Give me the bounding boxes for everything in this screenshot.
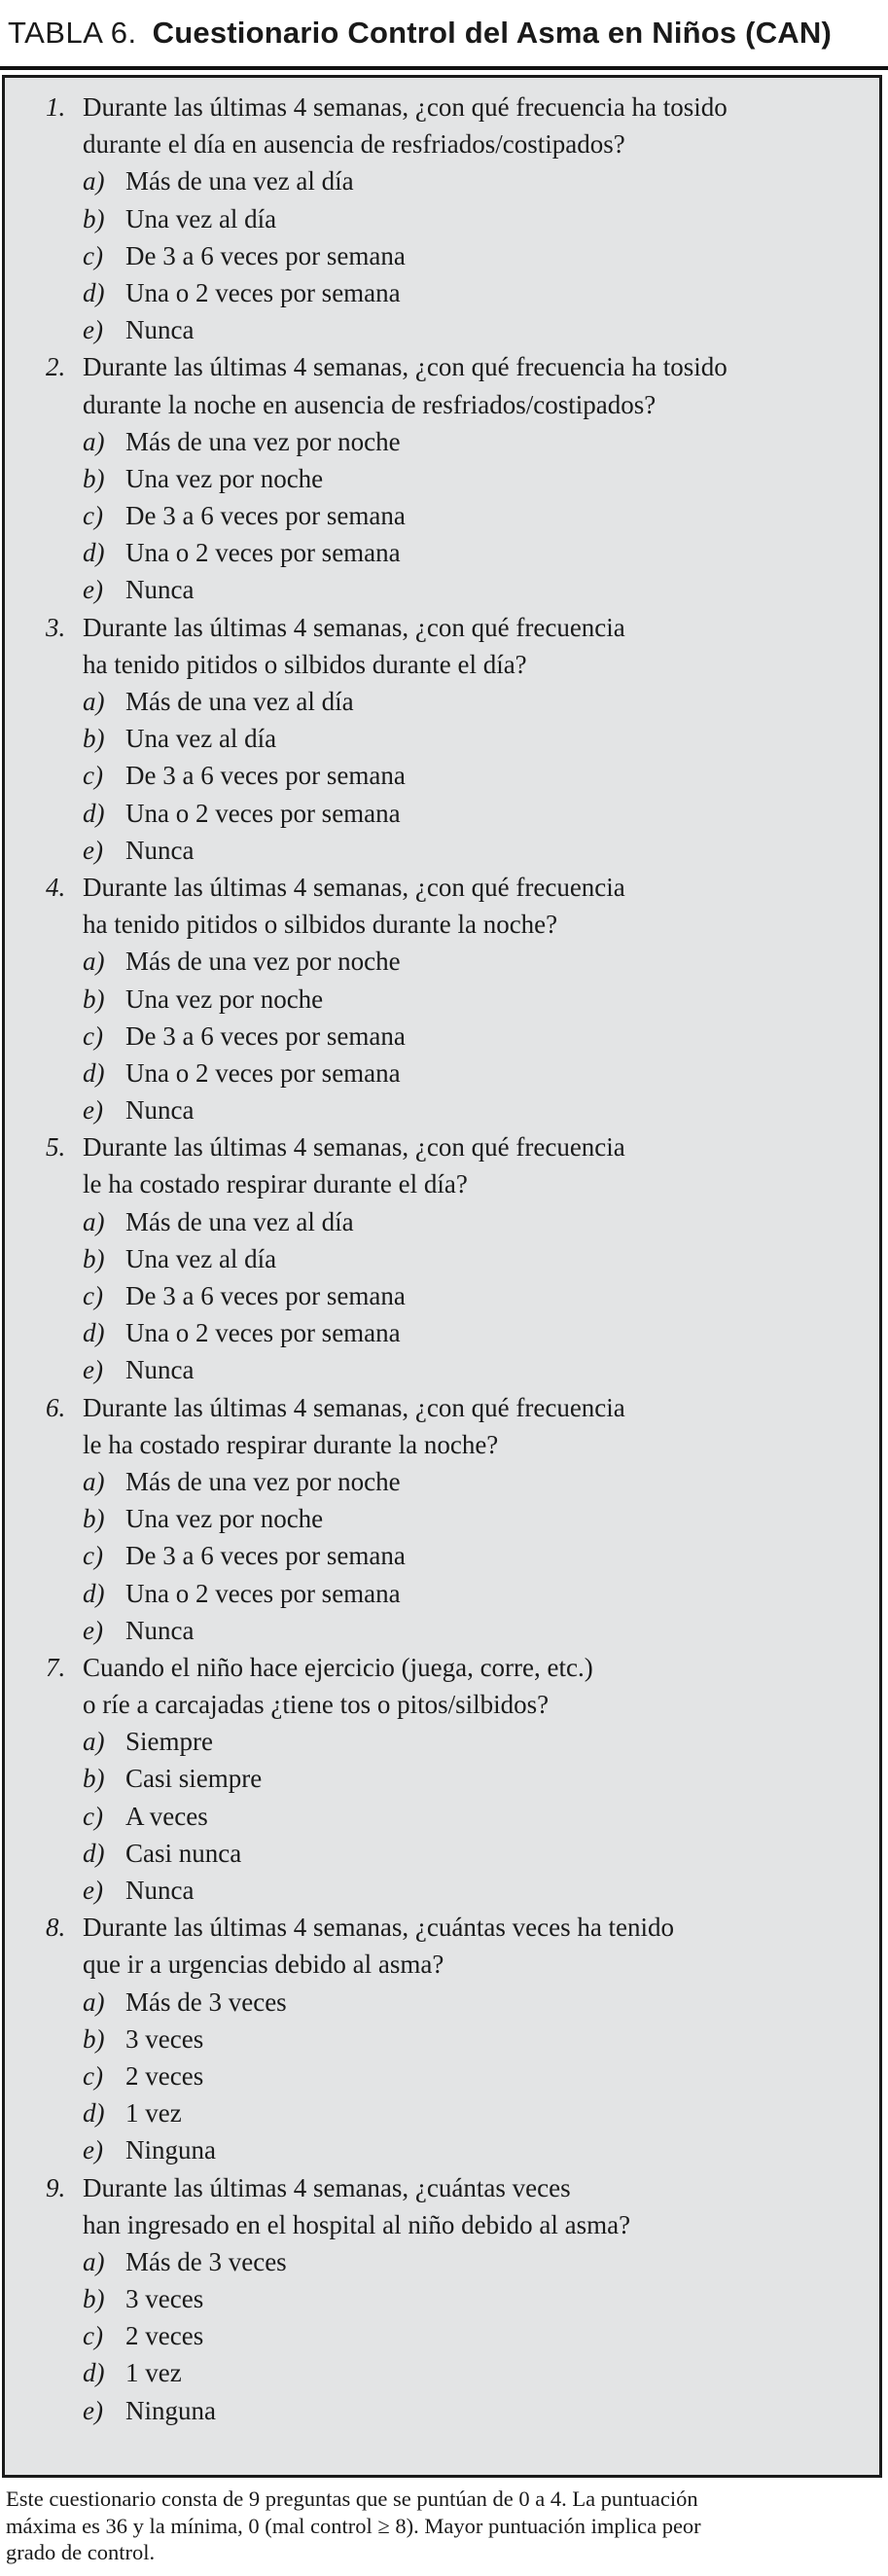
option-text: Nunca — [125, 575, 195, 605]
question-text: Durante las últimas 4 semanas, ¿con qué frecuencia — [83, 872, 625, 902]
option-text: Nunca — [125, 1876, 195, 1905]
option-letter: c) — [83, 1281, 103, 1310]
answer-option — [5, 2392, 879, 2429]
answer-option — [5, 2354, 879, 2391]
question-number: 3. — [46, 612, 66, 642]
option-text: Más de una vez por noche — [125, 1466, 401, 1496]
question-text: Durante las últimas 4 semanas, ¿con qué frecuencia — [83, 1132, 625, 1163]
option-text: Casi siempre — [125, 1764, 263, 1794]
option-letter: b) — [83, 203, 105, 233]
option-text: Una o 2 veces por semana — [125, 538, 401, 568]
option-text: 1 vez — [125, 2098, 182, 2129]
question-text-line: le ha costado respirar durante la noche? — [83, 1429, 499, 1459]
answer-option — [5, 237, 879, 274]
option-letter: d) — [83, 538, 105, 568]
question-text-line: le ha costado respirar durante el día? — [83, 1169, 468, 1199]
option-text: A veces — [125, 1801, 208, 1831]
option-text: Nunca — [125, 1355, 195, 1385]
option-text: Nunca — [125, 315, 195, 345]
answer-option — [5, 162, 879, 199]
option-letter: e) — [83, 835, 103, 865]
answer-option — [5, 832, 879, 869]
option-letter: b) — [83, 463, 105, 493]
footnote-line: Este cuestionario consta de 9 preguntas que se puntúan de 0 a 4. La puntuación — [6, 2487, 698, 2511]
option-text: Una vez al día — [125, 1243, 277, 1273]
question-text-line — [5, 1649, 879, 1686]
answer-option — [5, 1798, 879, 1835]
option-letter: b) — [83, 1243, 105, 1273]
option-letter: c) — [83, 240, 103, 270]
option-text: Más de una vez por noche — [125, 426, 401, 456]
question-text-line — [5, 1909, 879, 1946]
option-text: Más de una vez al día — [125, 1206, 354, 1236]
option-letter: b) — [83, 724, 105, 754]
option-text: Nunca — [125, 1615, 195, 1645]
option-letter: d) — [83, 2098, 105, 2129]
table-label: TABLA 6. — [8, 16, 137, 50]
answer-option — [5, 981, 879, 1018]
questionnaire-panel — [2, 75, 882, 2478]
question-text: Cuando el niño hace ejercicio (juega, corre, etc.) — [83, 1652, 593, 1682]
answer-option — [5, 1835, 879, 1872]
answer-option — [5, 497, 879, 534]
answer-option — [5, 2094, 879, 2131]
option-text: De 3 a 6 veces por semana — [125, 761, 406, 791]
option-letter: e) — [83, 575, 103, 605]
answer-option — [5, 720, 879, 757]
option-letter: c) — [83, 1020, 103, 1051]
question-text-line: durante la noche en ausencia de resfriados/costipados? — [83, 389, 657, 419]
answer-option — [5, 311, 879, 348]
question-text-line — [5, 1389, 879, 1426]
answer-option — [5, 571, 879, 608]
table-footnote — [6, 2486, 881, 2566]
option-text: Una vez al día — [125, 724, 277, 754]
question-text-line — [5, 348, 879, 385]
option-letter: e) — [83, 1615, 103, 1645]
option-text: Una o 2 veces por semana — [125, 1318, 401, 1348]
option-text: Más de una vez al día — [125, 166, 354, 197]
answer-option — [5, 2021, 879, 2057]
question-9 — [5, 2169, 879, 2429]
answer-option — [5, 274, 879, 311]
option-text: Casi nunca — [125, 1838, 242, 1868]
answer-option — [5, 1500, 879, 1537]
question-number: 2. — [46, 352, 66, 382]
option-letter: e) — [83, 1095, 103, 1126]
question-text-line: ha tenido pitidos o silbidos durante el día? — [83, 649, 527, 679]
question-number: 4. — [46, 872, 66, 902]
question-number: 7. — [46, 1652, 66, 1682]
option-letter: a) — [83, 426, 105, 456]
footnote-line: máxima es 36 y la mínima, 0 (mal control ≥ 8). Mayor puntuación implica peor — [6, 2513, 701, 2538]
answer-option — [5, 2280, 879, 2317]
option-text: Más de una vez por noche — [125, 947, 401, 977]
option-letter: d) — [83, 1838, 105, 1868]
option-text: Una vez por noche — [125, 984, 324, 1014]
option-text: 3 veces — [125, 2284, 204, 2314]
option-letter: a) — [83, 166, 105, 197]
option-text: Ninguna — [125, 2395, 216, 2425]
answer-option — [5, 200, 879, 237]
option-letter: c) — [83, 2060, 103, 2091]
option-text: Más de 3 veces — [125, 1986, 287, 2017]
option-text: De 3 a 6 veces por semana — [125, 1020, 406, 1051]
answer-option — [5, 1277, 879, 1314]
option-letter: b) — [83, 2284, 105, 2314]
option-letter: c) — [83, 2321, 103, 2351]
option-letter: d) — [83, 1318, 105, 1348]
option-letter: a) — [83, 687, 105, 716]
question-number: 6. — [46, 1392, 66, 1422]
answer-option — [5, 460, 879, 497]
option-text: 1 vez — [125, 2358, 182, 2388]
question-number: 5. — [46, 1132, 66, 1163]
answer-option — [5, 1314, 879, 1351]
question-text-line: que ir a urgencias debido al asma? — [83, 1950, 444, 1980]
question-text: Durante las últimas 4 semanas, ¿cuántas veces — [83, 2172, 571, 2202]
option-text: Más de una vez al día — [125, 687, 354, 716]
option-letter: b) — [83, 2023, 105, 2054]
option-letter: d) — [83, 1057, 105, 1088]
option-letter: b) — [83, 1764, 105, 1794]
option-letter: a) — [83, 947, 105, 977]
option-text: 2 veces — [125, 2060, 204, 2091]
answer-option — [5, 1612, 879, 1649]
answer-option — [5, 1760, 879, 1797]
question-text: Durante las últimas 4 semanas, ¿con qué frecuencia — [83, 612, 625, 642]
table-header — [0, 0, 888, 70]
answer-option — [5, 1537, 879, 1574]
option-text: Ninguna — [125, 2135, 216, 2165]
answer-option — [5, 1984, 879, 2021]
option-text: De 3 a 6 veces por semana — [125, 240, 406, 270]
option-letter: a) — [83, 1466, 105, 1496]
answer-option — [5, 2057, 879, 2094]
answer-option — [5, 1575, 879, 1612]
answer-option — [5, 1055, 879, 1091]
answer-option — [5, 2131, 879, 2168]
option-letter: e) — [83, 315, 103, 345]
question-text: Durante las últimas 4 semanas, ¿con qué frecuencia — [83, 1392, 625, 1422]
answer-option — [5, 1872, 879, 1909]
answer-option — [5, 534, 879, 571]
answer-option — [5, 757, 879, 794]
option-letter: b) — [83, 984, 105, 1014]
question-number: 9. — [46, 2172, 66, 2202]
table-title: Cuestionario Control del Asma en Niños (CAN) — [152, 16, 832, 50]
answer-option — [5, 683, 879, 720]
question-8 — [5, 1909, 879, 2168]
option-text: Una o 2 veces por semana — [125, 798, 401, 828]
answer-option — [5, 2317, 879, 2354]
option-text: Una vez al día — [125, 203, 277, 233]
option-text: Siempre — [125, 1727, 213, 1757]
question-number: 8. — [46, 1913, 66, 1943]
option-letter: e) — [83, 1355, 103, 1385]
option-letter: d) — [83, 277, 105, 307]
question-text-line: durante el día en ausencia de resfriados/costipados? — [83, 129, 625, 160]
answer-option — [5, 1723, 879, 1760]
answer-option — [5, 1091, 879, 1128]
option-text: Una vez por noche — [125, 463, 324, 493]
option-text: Nunca — [125, 1095, 195, 1126]
answer-option — [5, 1018, 879, 1055]
answer-option — [5, 423, 879, 460]
option-letter: e) — [83, 1876, 103, 1905]
question-text-line: han ingresado en el hospital al niño debido al asma? — [83, 2209, 631, 2239]
answer-option — [5, 943, 879, 980]
option-letter: d) — [83, 2358, 105, 2388]
option-letter: d) — [83, 1578, 105, 1608]
option-letter: c) — [83, 501, 103, 531]
answer-option — [5, 2243, 879, 2280]
option-letter: c) — [83, 1541, 103, 1571]
question-text: Durante las últimas 4 semanas, ¿cuántas veces ha tenido — [83, 1913, 675, 1943]
option-letter: b) — [83, 1504, 105, 1534]
question-text-line: ha tenido pitidos o silbidos durante la noche? — [83, 910, 558, 940]
question-2 — [5, 348, 879, 608]
answer-option — [5, 1351, 879, 1388]
question-text: Durante las últimas 4 semanas, ¿con qué frecuencia ha tosido — [83, 352, 728, 382]
option-letter: a) — [83, 1986, 105, 2017]
option-letter: c) — [83, 761, 103, 791]
question-text-line — [5, 89, 879, 125]
question-text-line — [5, 869, 879, 906]
answer-option — [5, 1203, 879, 1240]
footnote-line: grado de control. — [6, 2540, 156, 2564]
question-6 — [5, 1389, 879, 1649]
option-text: Más de 3 veces — [125, 2246, 287, 2276]
question-text-line — [5, 1128, 879, 1165]
option-text: Una vez por noche — [125, 1504, 324, 1534]
answer-option — [5, 1463, 879, 1500]
question-text-line: o ríe a carcajadas ¿tiene tos o pitos/silbidos? — [83, 1690, 550, 1720]
answer-option — [5, 795, 879, 832]
option-text: Una o 2 veces por semana — [125, 1057, 401, 1088]
answer-option — [5, 1240, 879, 1277]
option-text: De 3 a 6 veces por semana — [125, 1281, 406, 1310]
question-number: 1. — [46, 92, 66, 122]
option-text: 2 veces — [125, 2321, 204, 2351]
option-text: Nunca — [125, 835, 195, 865]
question-text-line — [5, 2169, 879, 2206]
question-text: Durante las últimas 4 semanas, ¿con qué frecuencia ha tosido — [83, 92, 728, 122]
option-letter: a) — [83, 1727, 105, 1757]
option-letter: a) — [83, 2246, 105, 2276]
option-text: Una o 2 veces por semana — [125, 1578, 401, 1608]
question-3 — [5, 609, 879, 869]
question-text-line — [5, 609, 879, 646]
option-text: 3 veces — [125, 2023, 204, 2054]
question-5 — [5, 1128, 879, 1388]
option-letter: e) — [83, 2135, 103, 2165]
option-letter: a) — [83, 1206, 105, 1236]
question-1 — [5, 89, 879, 348]
option-letter: e) — [83, 2395, 103, 2425]
option-letter: d) — [83, 798, 105, 828]
question-7 — [5, 1649, 879, 1909]
option-text: De 3 a 6 veces por semana — [125, 1541, 406, 1571]
question-4 — [5, 869, 879, 1128]
option-letter: c) — [83, 1801, 103, 1831]
option-text: De 3 a 6 veces por semana — [125, 501, 406, 531]
option-text: Una o 2 veces por semana — [125, 277, 401, 307]
